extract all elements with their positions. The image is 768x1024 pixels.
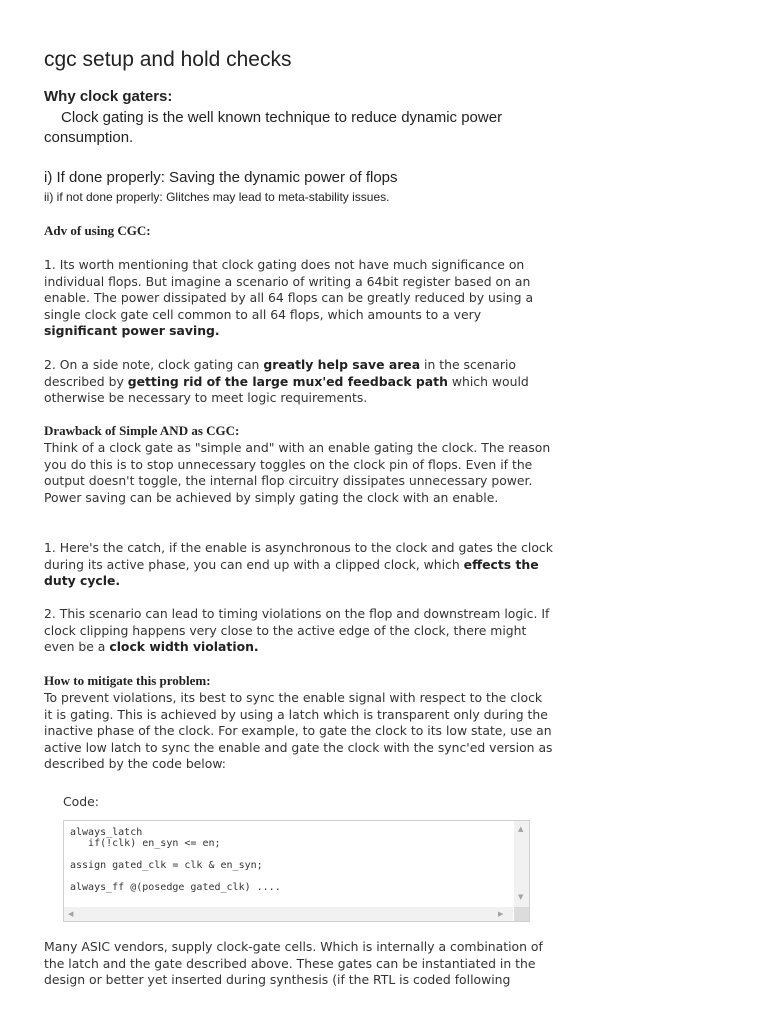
code-block[interactable] (63, 820, 530, 922)
scrollbar-corner (514, 907, 529, 921)
adv-item-2-bold-b: getting rid of the large mux'ed feedback path (127, 373, 448, 389)
horizontal-scrollbar[interactable] (64, 907, 513, 921)
drawback-text: Think of a clock gate as "simple and" with an enable gating the clock. The reason you do this is to stop unnecessary toggles on the clock pin of flops. Even if the output doesn't toggle, the internal flop circuitry dissipates unnecessary power. Power saving can be achieved by simply gating the clock with an enable. (44, 440, 551, 505)
point-not-done-properly: ii) if not done properly: Glitches may lead to meta-stability issues. (44, 190, 390, 204)
drawback-item-1 (44, 540, 554, 590)
closing-text: Many ASIC vendors, supply clock-gate cells. Which is internally a combination of the latch and the gate described above. These gates can be instantiated in the design or better yet inserted during synthesis (if the RTL is coded following (44, 939, 543, 988)
drawback-item-1-text: 1. Here's the catch, if the enable is asynchronous to the clock and gates the clock during its active phase, you can end up with a clipped clock, which (44, 540, 553, 572)
vertical-scrollbar[interactable] (514, 821, 529, 907)
point-done-properly: i) If done properly: Saving the dynamic power of flops (44, 169, 398, 186)
adv-item-1-text: 1. Its worth mentioning that clock gating does not have much significance on individual flops. But imagine a scenario of writing a 64bit register based on an enable. The power dissipated by all 64 flops can be greatly reduced by using a single clock gate cell common to all 64 flops, which amounts to a very (44, 257, 534, 322)
page-title: cgc setup and hold checks (44, 48, 292, 71)
code-label: Code: (63, 794, 99, 809)
adv-item-1 (44, 257, 554, 340)
drawback-item-2 (44, 606, 554, 656)
why-heading: Why clock gaters: (44, 88, 173, 105)
mitigate-heading: How to mitigate this problem: (44, 673, 211, 688)
mitigate-text: To prevent violations, its best to sync the enable signal with respect to the clock it is gating. This is achieved by using a latch which is transparent only during the inactive phase of the clock. For example, to gate the clock to its low state, use an active low latch to sync the enable and gate the clock with the sync'ed version as described by the code below: (44, 690, 553, 772)
drawback-item-1-bold: effects the duty cycle. (44, 556, 539, 589)
scroll-up-icon[interactable]: ▲ (518, 825, 524, 833)
scroll-left-icon[interactable]: ◀ (68, 910, 74, 918)
adv-item-1-bold: significant power saving. (44, 323, 220, 339)
adv-item-2 (44, 357, 554, 407)
adv-item-2-bold-a: greatly help save area (263, 357, 421, 372)
adv-item-2-text-c: which would otherwise be necessary to meet logic requirements. (44, 373, 529, 406)
scroll-right-icon[interactable]: ▶ (498, 910, 504, 918)
why-text (44, 108, 544, 148)
drawback-item-2-bold: clock width violation. (109, 639, 259, 655)
drawback-item-2-text: 2. This scenario can lead to timing violations on the flop and downstream logic. If clock clipping happens very close to the active edge of the clock, there might even be a (44, 606, 550, 655)
adv-item-2-text-b: in the scenario described by (44, 357, 516, 389)
code-text: always_latch if(!clk) en_syn <= en; assign gated_clk = clk & en_syn; always_ff @(posedge gated_clk) .... (70, 827, 281, 893)
adv-heading: Adv of using CGC: (44, 223, 151, 238)
adv-item-2-text-a: 2. On a side note, clock gating can (44, 357, 264, 372)
why-body: Clock gating is the well known technique to reduce dynamic power consumption. (44, 109, 503, 146)
scroll-down-icon[interactable]: ▼ (518, 893, 524, 901)
drawback-heading: Drawback of Simple AND as CGC: (44, 423, 240, 438)
